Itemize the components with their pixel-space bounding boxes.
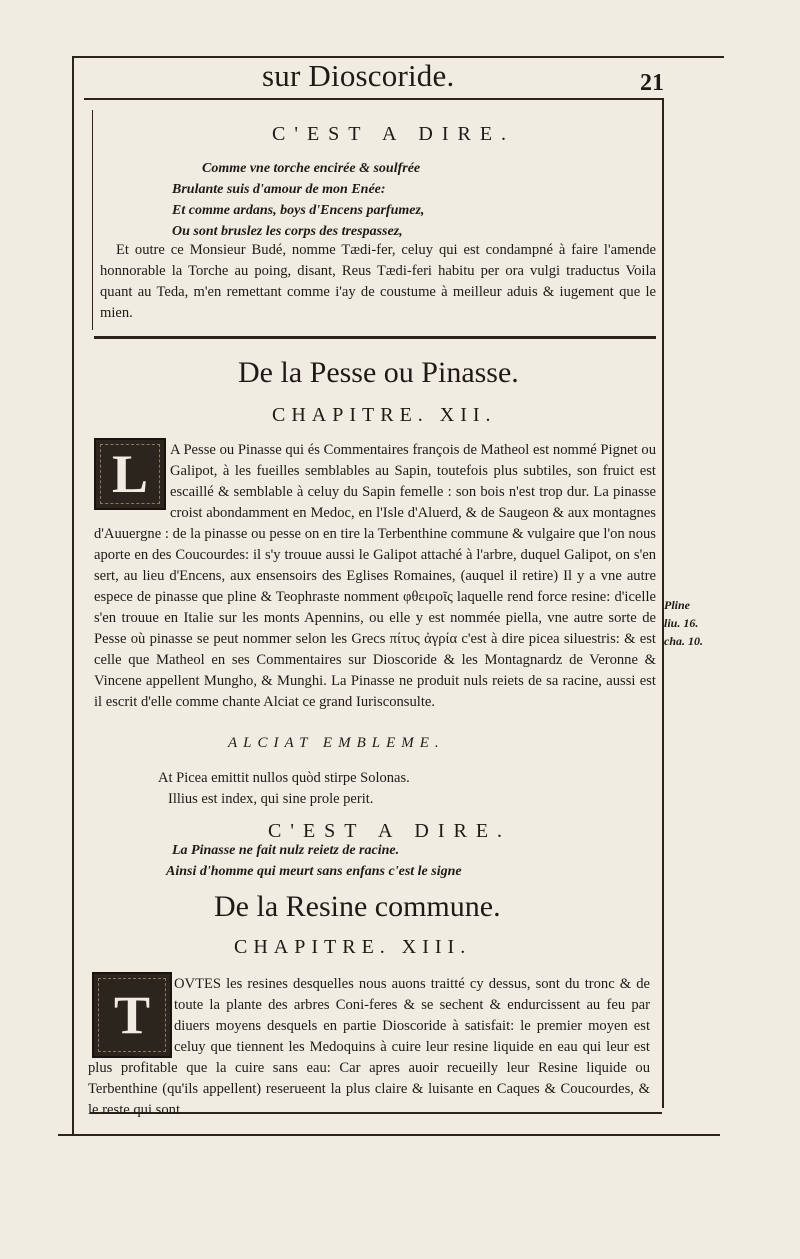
chapter-title: De la Pesse ou Pinasse.	[238, 356, 519, 389]
french-verse	[166, 840, 462, 882]
emblem-heading: ALCIAT EMBLEME.	[228, 735, 445, 751]
outer-bottom-rule	[58, 1134, 720, 1136]
cest-a-dire-heading: C'EST A DIRE.	[272, 123, 516, 145]
verse-line: Ainsi d'homme qui meurt sans enfans c'est le signe	[166, 864, 462, 879]
margin-note	[664, 596, 724, 650]
running-title: sur Dioscoride.	[262, 58, 455, 93]
cest-a-dire-heading-2: C'EST A DIRE.	[268, 820, 512, 842]
left-border	[72, 56, 74, 1136]
verse-line: Brulante suis d'amour de mon Enée:	[172, 182, 386, 197]
latin-line: Illius est index, qui sine prole perit.	[168, 791, 374, 807]
paragraph-bude	[100, 240, 656, 324]
inner-left-border	[92, 110, 93, 330]
initial-letter: L	[111, 444, 149, 504]
verse-line: Comme vne torche encirée & soulfrée	[202, 161, 421, 176]
chapter-number: CHAPITRE. XIII.	[234, 936, 472, 958]
verse-line: Et comme ardans, boys d'Encens parfumez,	[172, 203, 425, 218]
paragraph-text: OVTES les resines desquelles nous auons traitté cy dessus, sont du tronc & de toute la plante des arbres Coni-feres & se sechent & endurcissent au feu par diuers moyens desquels en partie Dioscoride à satisfait: le premier moyen est celuy que tiennent les Medoquins à cuire leur resine liquide en eau qui leur est plus profitable que la cuire sans eau: Car apres auoir recueilly leur Resine liquide ou Terbenthine (qu'ils appellent) reserueent la plus claire & luisante en Caques & Coucourdes, & le reste qui sont	[88, 976, 650, 1118]
verse-block	[172, 158, 592, 242]
initial-letter: T	[113, 985, 151, 1045]
chapter-13-body	[88, 974, 650, 1121]
margin-note-line: liu. 16.	[664, 616, 699, 630]
chapter-title: De la Resine commune.	[214, 890, 501, 923]
chapter-12-body	[94, 440, 656, 713]
page-number: 21	[640, 70, 664, 96]
paragraph-text: Et outre ce Monsieur Budé, nomme Tædi-fer, celuy qui est condampné à faire l'amende honnorable la Torche au poing, disant, Reus Tædi-feri habitu per ora vulgi traductus Voila quant au Teda, m'en remettant comme i'ay de coustume à meilleur aduis & iugement que le mien.	[100, 242, 656, 321]
paragraph-text: A Pesse ou Pinasse qui és Commentaires françois de Matheol est nommé Pignet ou Galipot, à les fueilles semblables au Sapin, toutefois plus subtiles, son fruict est escaillé & semblable à celuy du Sapin femelle : son bois n'est trop dur. La pinasse croist abondamment en Medoc, en l'Isle d'Aluerd, & de Saugeon & aux montagnes d'Auuergne : de la pinasse ou pesse on en tire la Terbenthine commune & vulgaire que l'on nous aporte en des Coucourdes: il s'y trouue aussi le Galipot attaché à l'arbre, duquel Galipot, on s'en sert, au lieu d'Encens, aux ensensoirs des Eglises Romaines, (auquel il retire) Il y a vne autre espece de pinasse que pline & Teophraste nomment φθειροῖς laquelle rend force resine: d'icelle s'en trouue en Italie sur les monts Apennins, ou elle y est nommée piella, vne autre sorte de Pesse où pinasse se peut nommer selon les Grecs πίτυς ἀγρία c'est à dire picea siluestris: & est celle que Matheol en ses Commentaires sur Dioscoride & les Montagnardz de Veronne & Vincene appellent Mungho, & Munghi. La Pinasse ne produit nuls reiets de sa racine, aussi est il escrit d'elle comme chante Alciat ce grand Iurisconsulte.	[94, 442, 656, 710]
latin-verse	[158, 768, 410, 810]
chapter-number: CHAPITRE. XII.	[272, 404, 497, 426]
margin-note-line: cha. 10.	[664, 634, 703, 648]
margin-note-line: Pline	[664, 598, 690, 612]
verse-line: Ou sont bruslez les corps des trespassez,	[172, 224, 403, 239]
section-divider	[94, 336, 656, 339]
header-rule	[84, 98, 664, 100]
latin-line: At Picea emittit nullos quòd stirpe Solonas.	[158, 770, 410, 786]
verse-line: La Pinasse ne fait nulz reietz de racine.	[172, 843, 400, 858]
